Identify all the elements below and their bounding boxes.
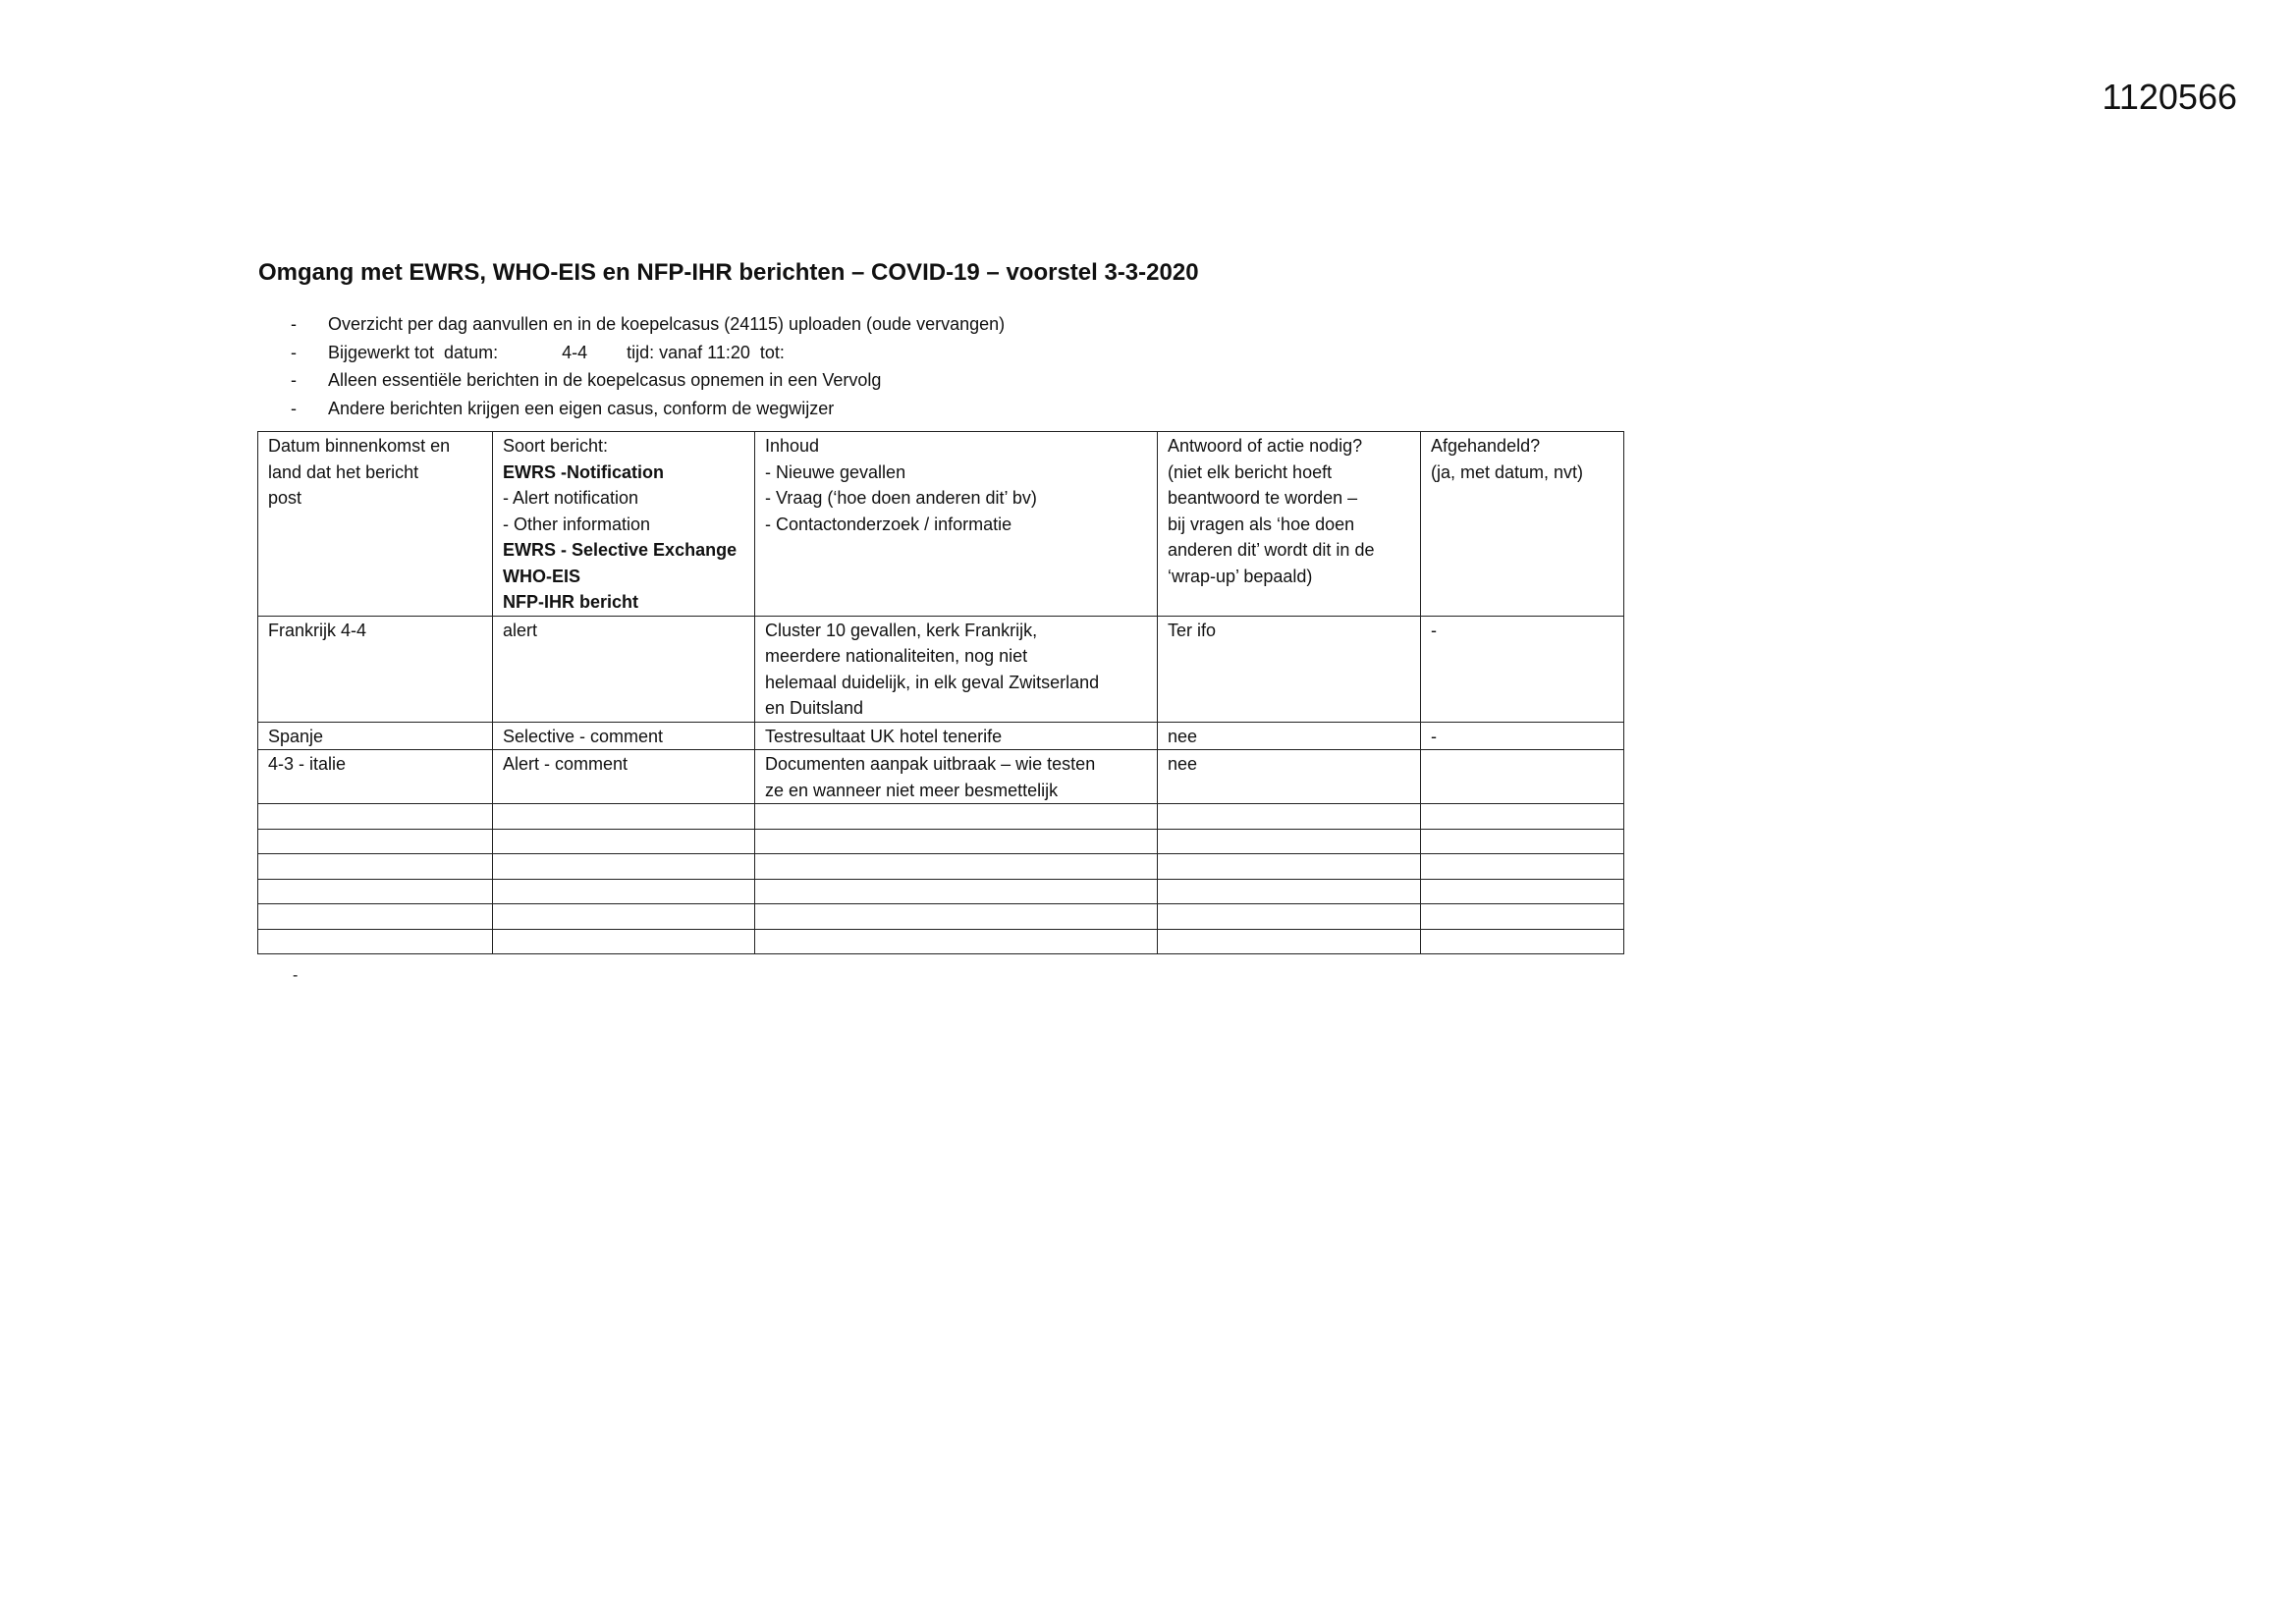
instruction-item: - Alleen essentiële berichten in de koepelcasus opnemen in een Vervolg	[291, 370, 882, 390]
instruction-item: - Bijgewerkt tot datum: 4-4 tijd: vanaf 11:20 tot:	[291, 342, 785, 362]
empty-cell	[258, 879, 493, 904]
header-content: Inhoud - Nieuwe gevallen - Vraag (‘hoe doen anderen dit’ bv) - Contactonderzoek / informatie	[755, 432, 1158, 617]
empty-cell	[258, 829, 493, 854]
empty-table-row	[258, 804, 1624, 830]
instruction-text: Bijgewerkt tot datum: 4-4 tijd: vanaf 11:20 tot:	[328, 342, 785, 362]
empty-cell	[1158, 929, 1421, 954]
empty-table-row	[258, 929, 1624, 954]
empty-cell	[755, 904, 1158, 930]
empty-table-row	[258, 904, 1624, 930]
cell-handled	[1421, 750, 1624, 804]
cell-message-type: Alert - comment	[493, 750, 755, 804]
empty-cell	[1158, 804, 1421, 830]
empty-table-row	[258, 879, 1624, 904]
cell-date-country: Spanje	[258, 722, 493, 750]
empty-cell	[1421, 929, 1624, 954]
empty-cell	[258, 929, 493, 954]
table-row	[258, 750, 1624, 804]
instruction-item: - Andere berichten krijgen een eigen casus, conform de wegwijzer	[291, 398, 835, 418]
header-date-country: Datum binnenkomst en land dat het bericht post	[258, 432, 493, 617]
trailing-bullet-dash: -	[293, 967, 299, 984]
cell-handled: -	[1421, 722, 1624, 750]
empty-cell	[493, 804, 755, 830]
empty-table-row	[258, 854, 1624, 880]
empty-cell	[1421, 904, 1624, 930]
empty-cell	[1158, 904, 1421, 930]
instruction-text: Overzicht per dag aanvullen en in de koepelcasus (24115) uploaden (oude vervangen)	[328, 314, 1006, 334]
empty-cell	[1158, 854, 1421, 880]
document-number: 1120566	[2102, 77, 2237, 117]
empty-cell	[755, 879, 1158, 904]
cell-message-type: alert	[493, 616, 755, 722]
cell-date-country: 4-3 - italie	[258, 750, 493, 804]
empty-cell	[493, 929, 755, 954]
cell-date-country: Frankrijk 4-4	[258, 616, 493, 722]
table-row	[258, 722, 1624, 750]
empty-cell	[755, 854, 1158, 880]
header-handled: Afgehandeld? (ja, met datum, nvt)	[1421, 432, 1624, 617]
cell-content: Documenten aanpak uitbraak – wie testen ze en wanneer niet meer besmettelijk	[755, 750, 1158, 804]
empty-cell	[1158, 829, 1421, 854]
empty-cell	[755, 804, 1158, 830]
empty-cell	[1421, 804, 1624, 830]
instruction-text: Andere berichten krijgen een eigen casus, conform de wegwijzer	[328, 398, 835, 418]
table-header-row	[258, 432, 1624, 617]
cell-message-type: Selective - comment	[493, 722, 755, 750]
cell-content: Testresultaat UK hotel tenerife	[755, 722, 1158, 750]
empty-cell	[493, 904, 755, 930]
empty-cell	[1158, 879, 1421, 904]
cell-handled: -	[1421, 616, 1624, 722]
header-action: Antwoord of actie nodig? (niet elk bericht hoeft beantwoord te worden – bij vragen als ‘hoe doen anderen dit’ wordt dit in de ‘wrap-up’ bepaald)	[1158, 432, 1421, 617]
empty-table-row	[258, 829, 1624, 854]
cell-action: nee	[1158, 750, 1421, 804]
empty-cell	[258, 904, 493, 930]
header-message-type: Soort bericht: EWRS -Notification - Alert notification - Other information EWRS - Selective Exchange WHO-EIS NFP-IHR bericht	[493, 432, 755, 617]
instruction-list	[291, 310, 1005, 422]
empty-cell	[1421, 879, 1624, 904]
empty-cell	[493, 854, 755, 880]
table-row	[258, 616, 1624, 722]
messages-table	[257, 431, 1624, 954]
empty-cell	[755, 929, 1158, 954]
empty-cell	[755, 829, 1158, 854]
cell-action: Ter ifo	[1158, 616, 1421, 722]
instruction-item: - Overzicht per dag aanvullen en in de koepelcasus (24115) uploaden (oude vervangen)	[291, 314, 1006, 334]
empty-cell	[493, 879, 755, 904]
empty-cell	[493, 829, 755, 854]
empty-cell	[1421, 829, 1624, 854]
cell-action: nee	[1158, 722, 1421, 750]
instruction-text: Alleen essentiële berichten in de koepelcasus opnemen in een Vervolg	[328, 370, 882, 390]
empty-cell	[258, 804, 493, 830]
document-title: Omgang met EWRS, WHO-EIS en NFP-IHR berichten – COVID-19 – voorstel 3-3-2020	[258, 259, 1199, 286]
empty-cell	[258, 854, 493, 880]
empty-cell	[1421, 854, 1624, 880]
cell-content: Cluster 10 gevallen, kerk Frankrijk, meerdere nationaliteiten, nog niet helemaal duidelijk, in elk geval Zwitserland en Duitsland	[755, 616, 1158, 722]
